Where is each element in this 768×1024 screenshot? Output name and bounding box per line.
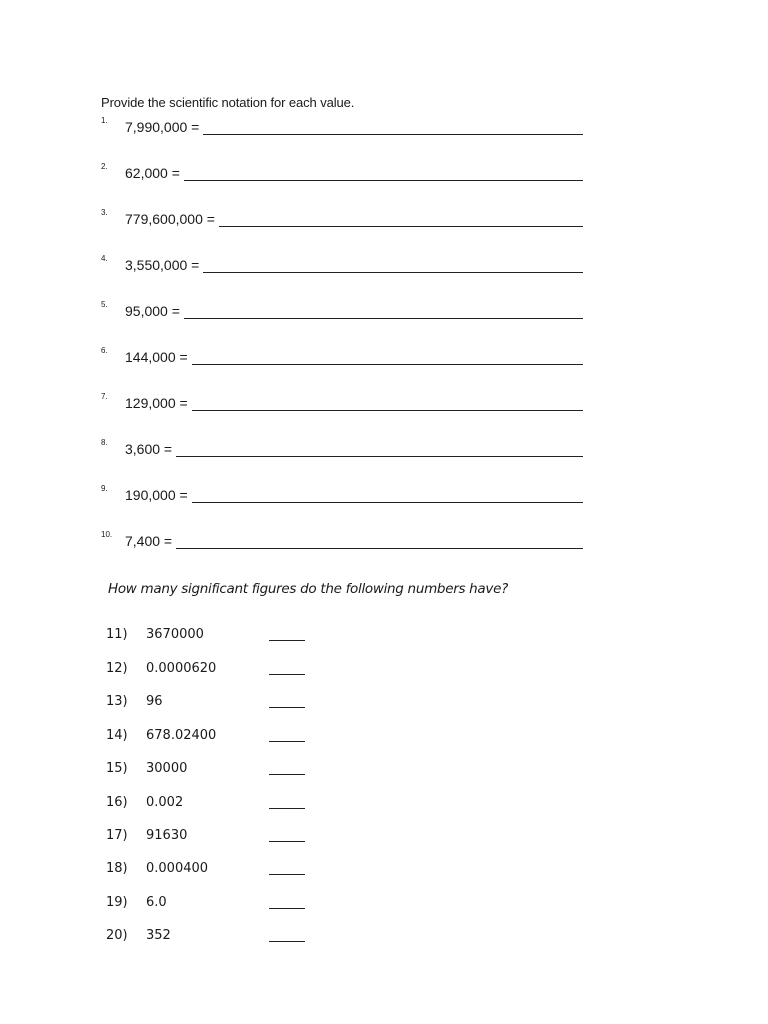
sig-fig-item: [106, 694, 306, 714]
item-number: 9.: [101, 484, 108, 493]
item-label: 15): [106, 761, 128, 776]
answer-line[interactable]: [192, 488, 583, 503]
item-number: 5.: [101, 300, 108, 309]
item-number: 2.: [101, 162, 108, 171]
answer-line[interactable]: [184, 304, 583, 319]
sig-fig-item: [106, 795, 306, 815]
notation-row: [125, 211, 583, 227]
instruction-text: Provide the scientific notation for each value.: [101, 95, 355, 110]
item-label: 12): [106, 661, 128, 676]
item-value: 3,600 =: [125, 441, 173, 457]
sig-figs-heading: How many significant figures do the following numbers have?: [108, 581, 508, 597]
answer-blank[interactable]: [269, 808, 305, 809]
notation-item: [101, 484, 583, 509]
sig-fig-item: [106, 728, 306, 748]
item-value: 3670000: [146, 627, 204, 642]
answer-line[interactable]: [184, 166, 583, 181]
notation-item: [101, 300, 583, 325]
item-label: 19): [106, 895, 128, 910]
item-value: 0.000400: [146, 861, 209, 876]
answer-blank[interactable]: [269, 774, 305, 775]
item-value: 144,000 =: [125, 349, 188, 365]
item-value: 3,550,000 =: [125, 257, 200, 273]
item-label: 17): [106, 828, 128, 843]
answer-blank[interactable]: [269, 874, 305, 875]
answer-line[interactable]: [203, 258, 583, 273]
item-number: 7.: [101, 392, 108, 401]
answer-line[interactable]: [192, 350, 583, 365]
answer-line[interactable]: [219, 212, 583, 227]
item-value: 352: [146, 928, 171, 943]
sig-fig-item: [106, 928, 306, 948]
answer-blank[interactable]: [269, 841, 305, 842]
item-value: 779,600,000 =: [125, 211, 215, 227]
item-label: 13): [106, 694, 128, 709]
notation-row: [125, 395, 583, 411]
item-value: 0.0000620: [146, 661, 217, 676]
notation-item: [101, 162, 583, 187]
answer-line[interactable]: [176, 442, 583, 457]
notation-row: [125, 487, 583, 503]
item-value: 96: [146, 694, 163, 709]
item-value: 129,000 =: [125, 395, 188, 411]
item-value: 30000: [146, 761, 188, 776]
notation-row: [125, 441, 583, 457]
item-label: 14): [106, 728, 128, 743]
notation-row: [125, 165, 583, 181]
answer-line[interactable]: [176, 534, 583, 549]
item-number: 3.: [101, 208, 108, 217]
notation-item: [101, 116, 583, 141]
item-label: 11): [106, 627, 128, 642]
item-number: 8.: [101, 438, 108, 447]
item-value: 6.0: [146, 895, 167, 910]
notation-row: [125, 119, 583, 135]
sig-fig-item: [106, 661, 306, 681]
item-number: 1.: [101, 116, 108, 125]
answer-blank[interactable]: [269, 640, 305, 641]
sig-fig-item: [106, 828, 306, 848]
notation-item: [101, 438, 583, 463]
notation-row: [125, 349, 583, 365]
answer-blank[interactable]: [269, 908, 305, 909]
answer-blank[interactable]: [269, 941, 305, 942]
notation-row: [125, 303, 583, 319]
answer-line[interactable]: [192, 396, 583, 411]
item-label: 16): [106, 795, 128, 810]
item-value: 91630: [146, 828, 188, 843]
item-label: 20): [106, 928, 128, 943]
answer-blank[interactable]: [269, 707, 305, 708]
notation-item: [101, 208, 583, 233]
notation-row: [125, 257, 583, 273]
item-value: 0.002: [146, 795, 184, 810]
item-value: 7,990,000 =: [125, 119, 200, 135]
item-value: 7,400 =: [125, 533, 173, 549]
item-label: 18): [106, 861, 128, 876]
item-value: 678.02400: [146, 728, 217, 743]
notation-item: [101, 254, 583, 279]
sig-fig-item: [106, 627, 306, 647]
notation-item: [101, 346, 583, 371]
notation-item: [101, 392, 583, 417]
item-number: 6.: [101, 346, 108, 355]
notation-row: [125, 533, 583, 549]
sig-fig-item: [106, 761, 306, 781]
item-value: 62,000 =: [125, 165, 180, 181]
sig-fig-item: [106, 861, 306, 881]
answer-blank[interactable]: [269, 674, 305, 675]
item-number: 10.: [101, 530, 113, 539]
sig-fig-item: [106, 895, 306, 915]
answer-blank[interactable]: [269, 741, 305, 742]
notation-item: [101, 530, 583, 555]
item-value: 190,000 =: [125, 487, 188, 503]
answer-line[interactable]: [203, 120, 583, 135]
item-number: 4.: [101, 254, 108, 263]
item-value: 95,000 =: [125, 303, 180, 319]
